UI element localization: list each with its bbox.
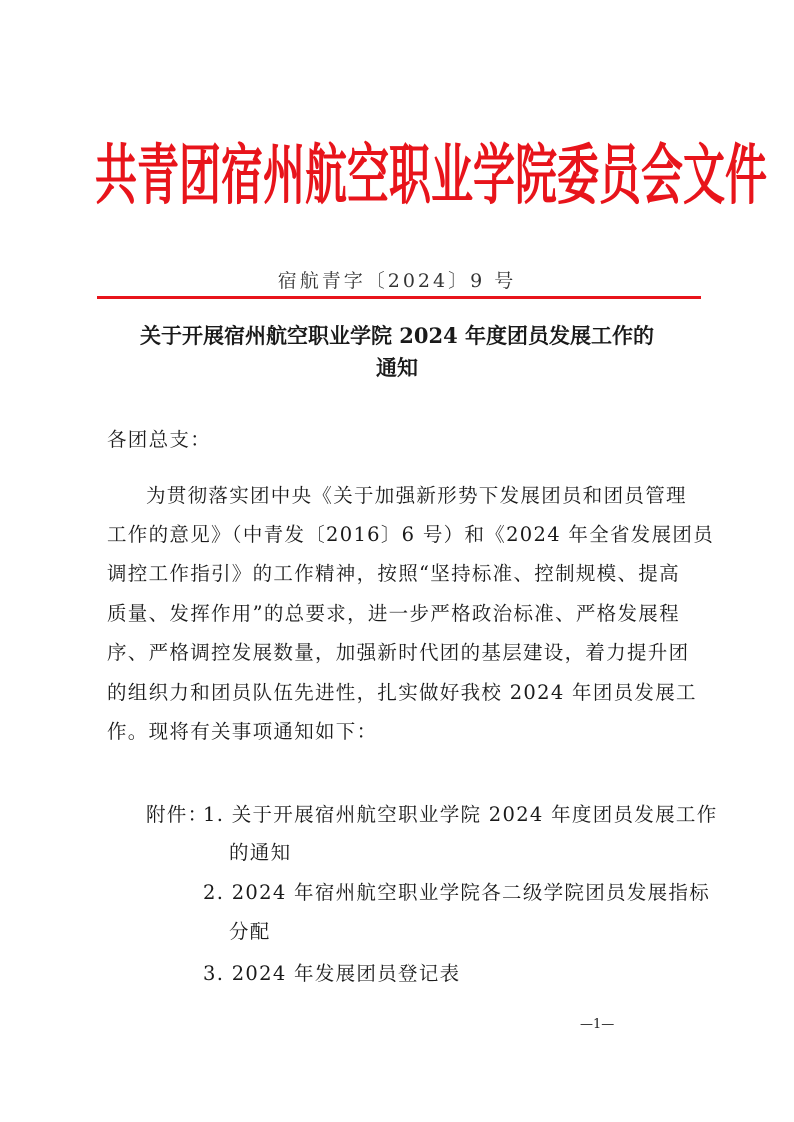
- attachment-item: 1. 关于开展宿州航空职业学院 2024 年度团员发展工作: [203, 803, 718, 826]
- attachment-item: 3. 2024 年发展团员登记表: [203, 962, 461, 985]
- body-line: 质量、发挥作用”的总要求，进一步严格政治标准、严格发展程: [107, 602, 680, 625]
- body-line: 作。现将有关事项通知如下：: [107, 720, 378, 743]
- attachment-item-cont: 的通知: [229, 841, 292, 864]
- document-header-title: 共青团宿州航空职业学院委员会文件: [95, 137, 768, 214]
- body-line: 工作的意见》（中青发〔2016〕6 号）和《2024 年全省发展团员: [107, 523, 715, 546]
- page-number: —1—: [580, 1017, 615, 1032]
- notice-title-line-1: 关于开展宿州航空职业学院 2024 年度团员发展工作的: [139, 323, 655, 348]
- attachments-label: 附件：: [146, 803, 209, 826]
- body-line: 为贯彻落实团中央《关于加强新形势下发展团员和团员管理: [146, 484, 687, 507]
- body-line: 的组织力和团员队伍先进性，扎实做好我校 2024 年团员发展工: [107, 681, 697, 704]
- attachment-item: 2. 2024 年宿州航空职业学院各二级学院团员发展指标: [203, 881, 711, 904]
- attachment-item-cont: 分配: [229, 920, 271, 943]
- body-line: 调控工作指引》的工作精神，按照“坚持标准、控制规模、提高: [107, 562, 680, 585]
- document-number: 宿航青字〔2024〕9 号: [277, 270, 517, 292]
- red-divider: [97, 296, 701, 299]
- body-line: 序、严格调控发展数量，加强新时代团的基层建设，着力提升团: [107, 641, 690, 664]
- notice-title-line-2: 通知: [376, 355, 418, 380]
- salutation: 各团总支：: [107, 428, 212, 451]
